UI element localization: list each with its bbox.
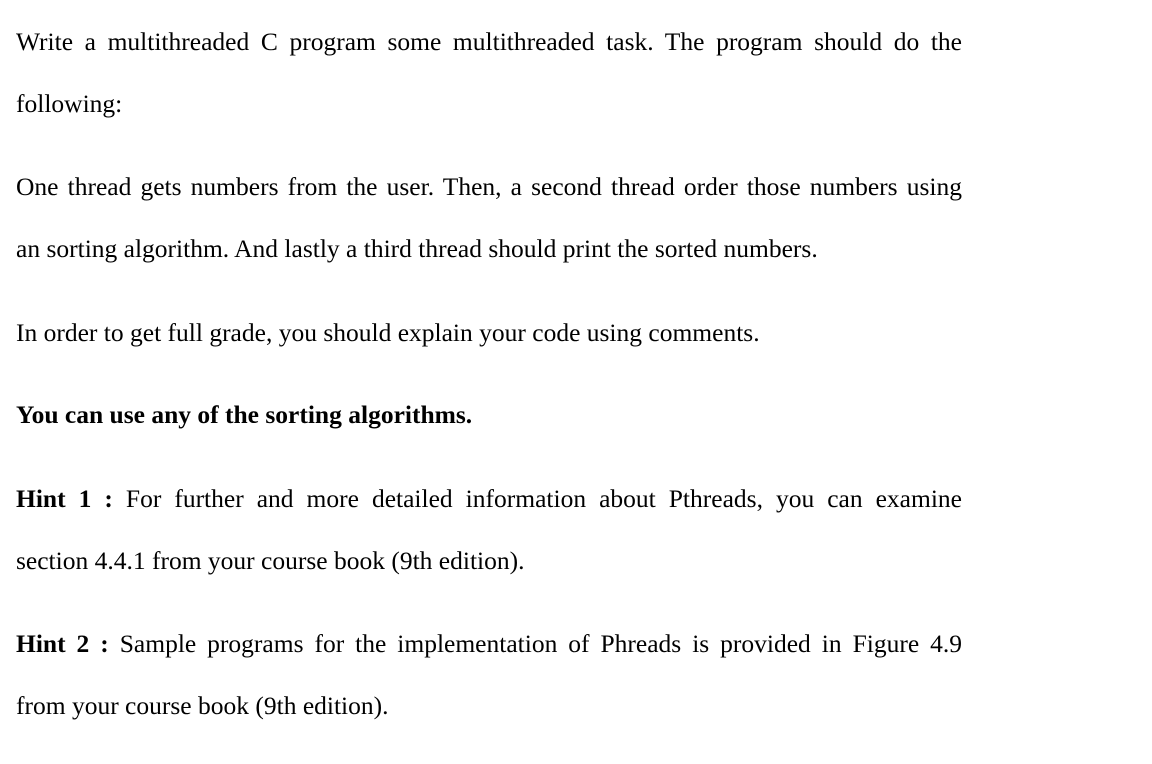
hint-1-line-1 <box>16 484 962 514</box>
hint-2-line-2: from your course book (9th edition). <box>16 691 389 720</box>
hint-1-text: For further and more detailed information about Pthreads, you can examine <box>125 484 962 513</box>
task-line-2: following: <box>16 89 123 118</box>
grading-note: In order to get full grade, you should explain your code using comments. <box>16 318 760 347</box>
hint-1-label: Hint 1 : <box>16 484 113 513</box>
hint-2-label: Hint 2 : <box>16 629 109 658</box>
threads-line-1: One thread gets numbers from the user. Then, a second thread order those numbers using <box>16 172 962 201</box>
sorting-note: You can use any of the sorting algorithms. <box>16 400 473 429</box>
task-line-1: Write a multithreaded C program some multithreaded task. The program should do the <box>16 27 962 56</box>
hint-1-line-2: section 4.4.1 from your course book (9th edition). <box>16 546 525 575</box>
hint-2-line-1 <box>16 629 962 659</box>
threads-line-2: an sorting algorithm. And lastly a third thread should print the sorted numbers. <box>16 234 818 263</box>
hint-2-text: Sample programs for the implementation of Phreads is provided in Figure 4.9 <box>119 629 962 658</box>
